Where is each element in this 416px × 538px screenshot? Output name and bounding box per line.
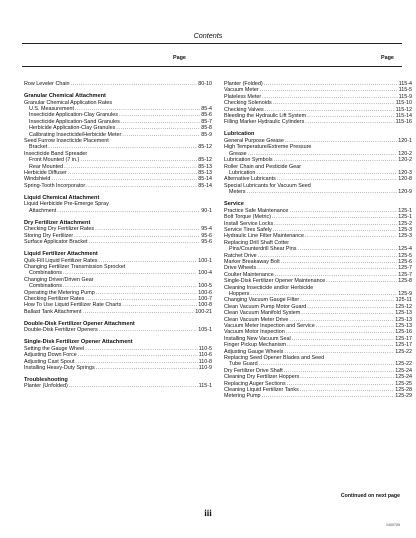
leader-dots (96, 365, 198, 371)
toc-entry-title: Meters (229, 189, 246, 196)
toc-entry[interactable] (24, 258, 212, 264)
toc-entry-label: Roller Chain and Pesticide Gear (224, 163, 302, 170)
toc-entry-title: Bolt Torque (Metric) (224, 214, 271, 221)
toc-entry-page: 125-7 (398, 265, 412, 272)
toc-entry-page: 125-5 (398, 252, 412, 259)
toc-entry-page: 125-1 (398, 214, 412, 221)
leader-dots (71, 81, 198, 87)
toc-entry-title: Adjusting Gauge Wheels (224, 348, 284, 355)
toc-entry-page: 125-8 (398, 278, 412, 285)
toc-entry-label: Changing Driver/Driven Gear (24, 276, 94, 283)
toc-entry-page: 125-13 (395, 310, 412, 317)
toc-entry-page: 125-28 (395, 387, 412, 394)
toc-entry-title: Installing Heavy-Duty Springs (24, 364, 95, 371)
toc-entry-title: Insecticide Application-Sand Granules (29, 118, 120, 125)
leader-dots (63, 270, 197, 276)
leader-dots (69, 383, 198, 389)
leader-dots (86, 183, 197, 189)
toc-entry-page: 115-9 (398, 93, 412, 100)
toc-entry-title: U.S. Measurement (29, 105, 74, 112)
toc-entry-title: Metering Pump (224, 393, 261, 400)
leader-dots (89, 239, 201, 245)
left-page-label: Page (173, 55, 186, 61)
toc-entry-label: Seed Furrow Insecticide Placement (24, 137, 109, 144)
toc-entry-page: 120-1 (398, 137, 412, 144)
toc-entry-page: 120-2 (398, 157, 412, 164)
toc-entry-page: 85-6 (201, 112, 212, 119)
toc-entry-page: 125-3 (398, 226, 412, 233)
toc-entry-page: 125-13 (395, 316, 412, 323)
toc-entry-title: Double-Disk Fertilizer Openers (24, 327, 98, 334)
page-number: iii (204, 508, 212, 518)
toc-entry[interactable] (24, 208, 212, 214)
toc-entry[interactable] (24, 365, 212, 371)
toc-entry-page: 80-10 (198, 81, 212, 87)
toc-entry-label: Replacing Seed Opener Blades and Seed (224, 355, 325, 362)
toc-entry-page: 110-8 (198, 358, 212, 365)
toc-entry-title: Lubrication (229, 169, 256, 176)
toc-entry-page: 85-9 (201, 131, 212, 138)
toc-entry-page: 125-17 (395, 335, 412, 342)
toc-entry-page: 90-1 (201, 207, 212, 214)
toc-entry-page: 115-14 (395, 113, 412, 120)
toc-entry-page: 85-12 (198, 157, 212, 164)
toc-entry-title: Install Service Locks (224, 220, 274, 227)
toc-entry-title: Spring-Tooth Incorporator (24, 182, 86, 189)
toc-entry-page: 100-5 (198, 283, 212, 290)
toc-entry-title: Bleeding the Hydraulic Lift System (224, 113, 307, 120)
toc-entry-page: 115-12 (395, 106, 412, 113)
toc-entry-title: Insecticide Application-Clay Granules (29, 112, 118, 119)
toc-entry[interactable] (224, 157, 412, 163)
toc-entry-page: 100-7 (198, 295, 212, 302)
toc-entry-title: Tube Guard (229, 361, 258, 368)
section-heading: Double-Disk Fertilizer Opener Attachment (24, 320, 135, 327)
toc-entry-title: Quik-Fill Liquid Fertilizer Rates (24, 257, 98, 264)
toc-entry-page: 100-1 (198, 257, 212, 264)
toc-entry-title: Row Leveler Chain (24, 81, 70, 87)
leader-dots (326, 278, 397, 284)
toc-entry-title: Planter (Unfolded) (24, 383, 68, 390)
toc-entry[interactable] (24, 270, 212, 276)
toc-entry-page: 105-1 (198, 327, 212, 334)
toc-entry-page: 85-12 (198, 144, 212, 151)
toc-entry-page: 100-21 (195, 308, 212, 315)
toc-entry-page: 115-16 (395, 119, 412, 126)
toc-entry[interactable] (224, 119, 412, 125)
leader-dots (274, 157, 398, 163)
toc-entry-title: Combinations (29, 270, 62, 277)
toc-entry-title: Replacing Auger Sections (224, 380, 286, 387)
section-heading: Troubleshooting (24, 376, 68, 383)
document-code: 1400705 (386, 523, 400, 527)
toc-entry-label: Replacing Drill Shaft Cotter (224, 239, 290, 246)
toc-entry-title: Setting the Gauge Wheel (24, 345, 85, 352)
toc-entry-page: 85-13 (198, 163, 212, 170)
toc-entry-title: Coulter Maintenance (224, 271, 274, 278)
toc-entry-title: Checking Fertilizer Rates (24, 295, 85, 302)
toc-entry[interactable] (24, 327, 212, 333)
right-page-label: Page (381, 55, 394, 61)
toc-entry-title: Vacuum Meter Inspection and Service (224, 323, 315, 329)
toc-entry-page: 120-9 (398, 189, 412, 196)
toc-entry-label: Changing Fertilizer Transmission Sprocket (24, 263, 126, 270)
toc-entry-page: 95-4 (201, 226, 212, 233)
leader-dots (48, 144, 197, 150)
leader-dots (57, 208, 200, 214)
toc-entry-title: Windshield (24, 176, 51, 183)
toc-entry-title: Calibrating Insecticide/Herbicide Meter (29, 131, 122, 138)
toc-entry-page: 125-13 (395, 323, 412, 329)
section-heading: Dry Fertilizer Attachment (24, 219, 91, 226)
toc-entry-page: 115-4 (398, 81, 412, 87)
right-column (224, 81, 412, 400)
toc-entry[interactable] (224, 278, 412, 284)
toc-entry-title: Ballast Tank Attachment (24, 308, 82, 315)
toc-entry[interactable] (224, 189, 412, 195)
toc-entry-page: 125-3 (398, 233, 412, 240)
toc-entry-label: Special Lubricants for Vacuum Seed (224, 182, 311, 189)
toc-entry-page: 125-4 (398, 246, 412, 253)
toc-entry-page: 110-5 (198, 345, 212, 352)
toc-entry-page: 120-3 (398, 169, 412, 176)
continued-note: Continued on next page (340, 493, 400, 499)
toc-entry-title: Lubrication Symbols (224, 157, 273, 164)
toc-entry-page: 115-10 (395, 100, 412, 107)
toc-entry-page: 100-8 (198, 302, 212, 309)
toc-entry-page: 85-14 (198, 176, 212, 183)
toc-entry-title: Surface Applicator Bracket (24, 239, 88, 245)
toc-entry-page: 125-9 (398, 290, 412, 297)
section-heading: Service (224, 201, 244, 208)
toc-entry-title: Bracket (29, 144, 48, 151)
toc-entry-title: Adjusting Cast Spout (24, 358, 75, 365)
column-header-rule (22, 66, 402, 67)
toc-entry-label: Insecticide Band Spreader (24, 150, 88, 157)
toc-entry-page: 125-7 (398, 271, 412, 278)
toc-entry-title: Service Tires Safely (224, 226, 272, 233)
toc-entry-title: Checking Valves (224, 106, 264, 113)
toc-entry-title: Plateless Meter (224, 93, 262, 100)
toc-entry[interactable] (24, 383, 212, 389)
toc-entry[interactable] (24, 183, 212, 189)
toc-entry-page: 125-17 (395, 342, 412, 349)
toc-entry-title: Installing New Vacuum Seal (224, 335, 291, 342)
leader-dots (246, 189, 397, 195)
toc-entry-label: Liquid Herbicide Pre-Emerge Spray (24, 201, 109, 208)
toc-entry-page: 115-5 (398, 87, 412, 94)
toc-entry-title: Front Mounted (7 in.) (29, 157, 80, 164)
toc-entry[interactable] (24, 239, 212, 245)
toc-entry-title: Planter (Folded) (224, 81, 263, 87)
toc-entry-page: 85-7 (201, 118, 212, 125)
toc-entry-label: Cleaning Insecticide and/or Herbicide (224, 284, 314, 291)
toc-entry-title: Checking Solenoids (224, 100, 272, 107)
toc-entry-page: 125-1 (398, 207, 412, 214)
toc-entry[interactable] (224, 393, 412, 399)
leader-dots (305, 119, 394, 125)
toc-entry-title: Checking Dry Fertilizer Rates (24, 226, 95, 233)
leader-dots (98, 258, 197, 264)
toc-entry-title: Drive Wheels (224, 265, 257, 272)
section-heading: Single-Disk Fertilizer Opener Attachment (24, 339, 133, 346)
leader-dots (99, 327, 198, 333)
toc-entry-title: Single-Disk Fertilizer Opener Maintenance (224, 278, 326, 285)
toc-entry-title: Storing Dry Fertilizer (24, 232, 74, 239)
toc-entry-title: Clean Vacuum Pump Motor Guard (224, 303, 307, 310)
toc-entry-title: Pins/Counterdrill Shear Pins (229, 246, 297, 253)
toc-entry-page: 100-4 (198, 270, 212, 277)
toc-entry-title: Grease (229, 150, 247, 157)
toc-entry-title: Hydraulic Line Filter Maintenance (224, 233, 304, 240)
toc-entry-title: Vacuum Meter (224, 87, 259, 94)
toc-entry-page: 125-22 (395, 348, 412, 355)
contents-header: Contents (193, 31, 223, 40)
toc-entry-title: Vacuum Motor Inspection (224, 329, 285, 336)
leader-dots (262, 393, 395, 399)
toc-entry-title: General Purpose Grease (224, 137, 284, 144)
toc-entry-page: 85-4 (201, 105, 212, 112)
toc-entry-page: 125-11 (395, 297, 412, 304)
toc-entry-page: 125-29 (395, 393, 412, 400)
toc-entry-page: 125-2 (398, 220, 412, 227)
toc-entry-title: Alternative Lubricants (224, 176, 276, 183)
toc-entry[interactable] (24, 132, 212, 138)
toc-entry-title: Ratchet Drive (224, 252, 257, 259)
toc-entry-page: 95-6 (201, 239, 212, 245)
toc-entry[interactable] (224, 233, 412, 239)
toc-entry-title: Finger Pickup Mechanism (224, 342, 287, 349)
toc-entry-title: Combinations (29, 283, 62, 290)
toc-entry-page: 85-13 (198, 169, 212, 176)
toc-entry-title: How To Use Liquid Fertilizer Rate Charts (24, 302, 122, 309)
toc-entry-page: 125-12 (395, 303, 412, 310)
toc-entry-title: Hoppers (229, 290, 250, 297)
toc-entry-page: 100-6 (198, 289, 212, 296)
leader-dots (277, 176, 397, 182)
header-rule (22, 43, 402, 44)
toc-entry-page: 110-6 (198, 352, 212, 359)
toc-entry-label: Granular Chemical Application Rates (24, 99, 113, 106)
section-heading: Liquid Fertilizer Attachment (24, 250, 98, 257)
toc-entry-title: Changing Vacuum Gauge Filter (224, 297, 300, 304)
toc-entry-title: Herbicide Application-Clay Granules (29, 125, 116, 132)
toc-entry[interactable] (224, 176, 412, 182)
section-heading: Lubrication (224, 131, 255, 138)
toc-entry-title: Cleaning Liquid Fertilizer Tanks (224, 387, 299, 394)
toc-entry-page: 125-25 (395, 380, 412, 387)
toc-entry-page: 120-2 (398, 150, 412, 157)
toc-entry-title: Practice Safe Maintenance (224, 207, 289, 214)
toc-entry[interactable] (24, 81, 212, 87)
leader-dots (82, 309, 194, 315)
toc-entry-title: Rear Mounted (29, 163, 64, 170)
section-heading: Liquid Chemical Attachment (24, 194, 100, 201)
toc-entry-title: Herbicide Diffuser (24, 169, 67, 176)
toc-entry-page: 115-1 (198, 383, 212, 390)
toc-entry-title: Marker Breakaway Bolt (224, 258, 280, 265)
toc-entry-title: Filling Marker Hydraulic Cylinders (224, 119, 305, 126)
toc-entry-page: 125-24 (395, 374, 412, 381)
toc-entry-page: 85-8 (201, 125, 212, 132)
toc-entry[interactable] (24, 309, 212, 315)
leader-dots (122, 132, 200, 138)
toc-entry-page: 120-8 (398, 176, 412, 183)
toc-entry[interactable] (24, 144, 212, 150)
toc-entry-title: Clean Vacuum Manifold System (224, 310, 301, 317)
leader-dots (305, 233, 397, 239)
toc-entry-title: Attachment (29, 207, 57, 214)
toc-entry-page: 125-22 (395, 361, 412, 368)
toc-entry-title: Operating the Metering Pump (24, 289, 95, 296)
section-heading: Granular Chemical Attachment (24, 92, 106, 99)
toc-entry-page: 110-9 (198, 364, 212, 371)
toc-entry-page: 125-16 (395, 329, 412, 336)
toc-entry-page: 85-14 (198, 182, 212, 189)
toc-entry-title: Dry Fertilizer Drive Shaft (224, 367, 283, 374)
toc-entry-title: Adjusting Down Force (24, 352, 77, 359)
left-column (24, 81, 212, 390)
toc-entry-page: 125-24 (395, 367, 412, 374)
toc-entry-page: 95-6 (201, 232, 212, 239)
toc-entry-title: Cleaning Dry Fertilizer Hoppers (224, 374, 300, 381)
toc-entry-title: Clean Vacuum Meter Drive (224, 316, 289, 323)
toc-entry-page: 125-6 (398, 258, 412, 265)
toc-entry-label: High Temperature/Extreme Pressure (224, 144, 312, 151)
